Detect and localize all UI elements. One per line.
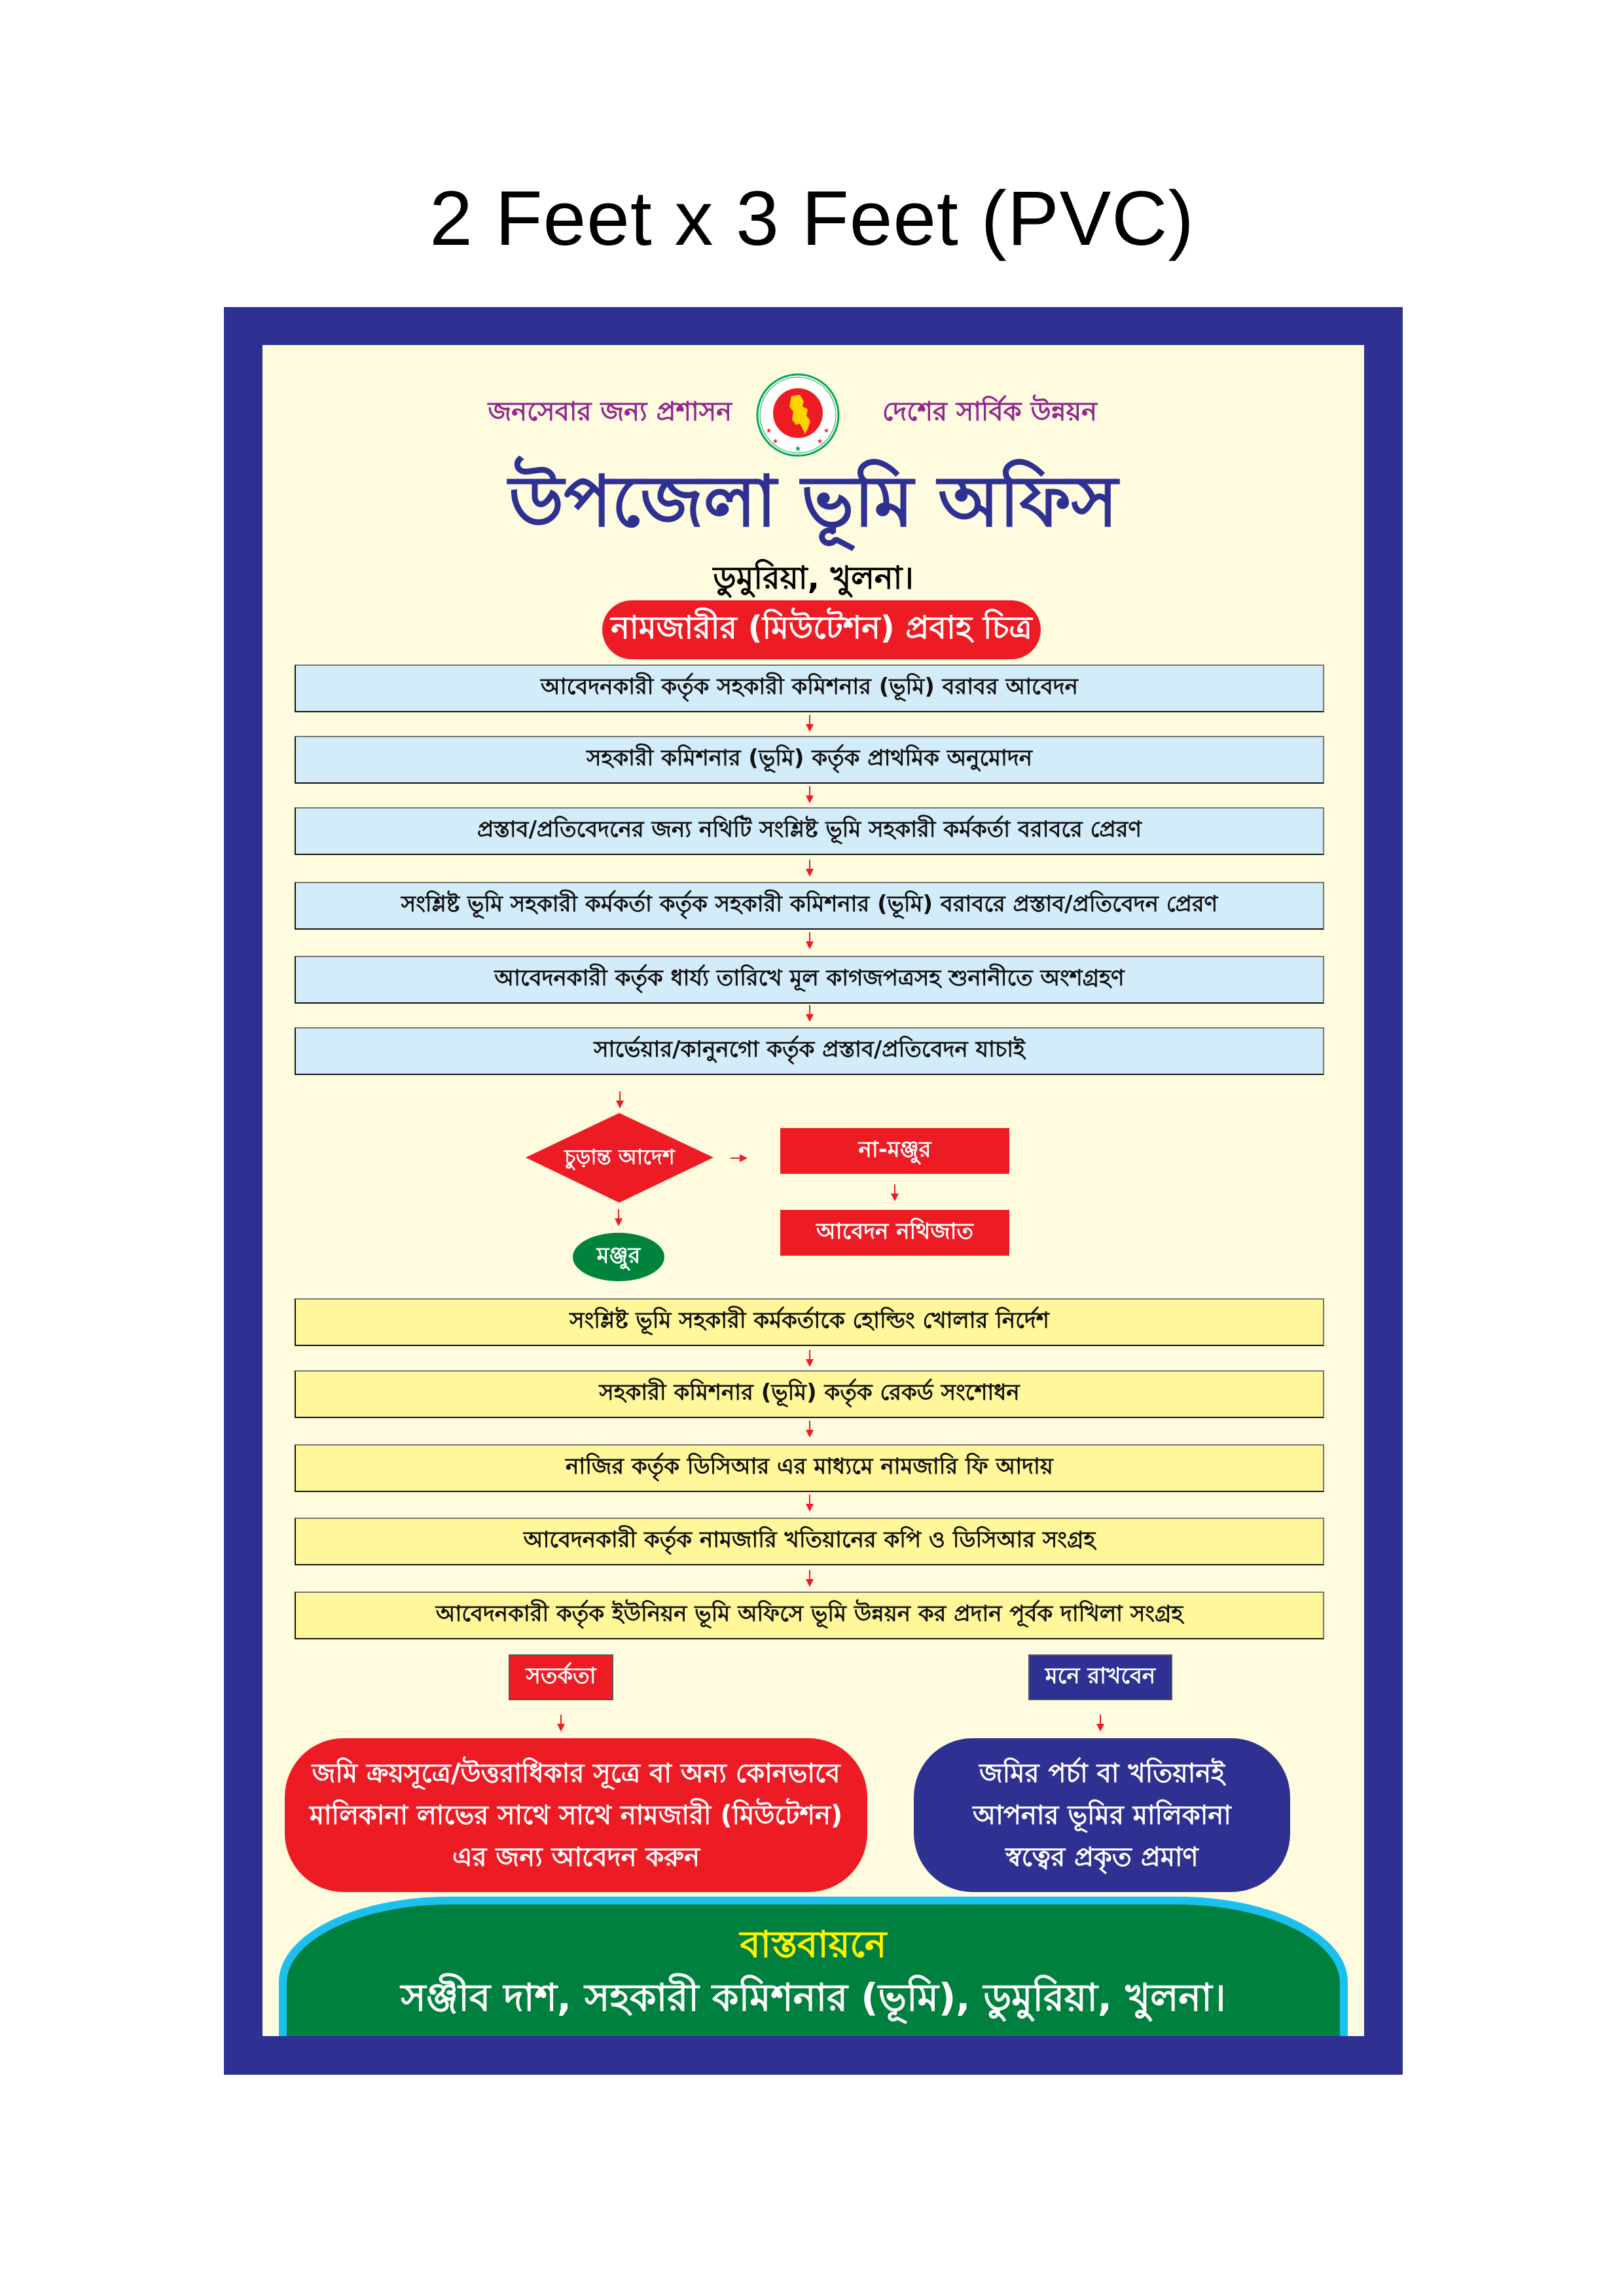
flow-step-text: প্রস্তাব/প্রতিবেদনের জন্য নথিটি সংশ্লিষ্ট ভূমি সহকারী কর্মকর্তা বরাবরে প্রেরণ xyxy=(477,816,1142,843)
flow-chart-title: নামজারীর (মিউটেশন) প্রবাহ চিত্র xyxy=(611,609,1032,646)
remember-label-text: মনে রাখবেন xyxy=(1045,1662,1156,1689)
down-arrow-icon xyxy=(803,1495,816,1512)
remember-line: স্বত্বের প্রকৃত প্রমাণ xyxy=(1005,1842,1199,1872)
caution-note xyxy=(285,1738,867,1892)
flow-step xyxy=(295,736,1324,784)
poster-frame xyxy=(224,307,1403,2075)
flow-step-text: নাজির কর্তৃক ডিসিআর এর মাধ্যমে নামজারি ফি আদায় xyxy=(566,1453,1053,1480)
poster-size-caption: 2 Feet x 3 Feet (PVC) xyxy=(429,175,1195,262)
flow-step-text: সার্ভেয়ার/কানুনগো কর্তৃক প্রস্তাব/প্রতিবেদন যাচাই xyxy=(594,1036,1025,1063)
flow-step-text: সংশ্লিষ্ট ভূমি সহকারী কর্মকর্তা কর্তৃক সহকারী কমিশনার (ভূমি) বরাবরে প্রস্তাব/প্রতিবেদন প্রেরণ xyxy=(401,891,1218,917)
flow-step xyxy=(295,882,1324,930)
poster-panel xyxy=(262,345,1364,2036)
flow-step xyxy=(295,1298,1324,1346)
down-arrow-icon xyxy=(1094,1715,1107,1732)
flow-step xyxy=(295,1518,1324,1565)
down-arrow-icon xyxy=(803,1350,816,1367)
flow-step-text: আবেদনকারী কর্তৃক নামজারি খতিয়ানের কপি ও ডিসিআর সংগ্রহ xyxy=(523,1527,1096,1553)
approved-text: মঞ্জুর xyxy=(596,1242,641,1269)
flow-step-text: সহকারী কমিশনার (ভূমি) কর্তৃক প্রাথমিক অনুমোদন xyxy=(586,745,1032,771)
bangladesh-government-seal-icon xyxy=(755,373,840,458)
flow-step xyxy=(295,1370,1324,1418)
flow-step-text: সহকারী কমিশনার (ভূমি) কর্তৃক রেকর্ড সংশোধন xyxy=(599,1379,1020,1406)
down-arrow-icon xyxy=(612,1209,625,1226)
rejected-text: না-মঞ্জুর xyxy=(858,1136,931,1163)
flow-step xyxy=(295,807,1324,855)
approved-badge xyxy=(573,1233,664,1281)
flow-step xyxy=(295,1592,1324,1639)
down-arrow-icon xyxy=(803,786,816,803)
remember-line: আপনার ভূমির মালিকানা xyxy=(973,1800,1231,1831)
flow-step xyxy=(295,956,1324,1004)
flow-step xyxy=(295,1027,1324,1075)
tagline-right: দেশের সার্বিক উন্নয়ন xyxy=(882,397,1097,427)
caution-line: এর জন্য আবেদন করুন xyxy=(452,1842,700,1872)
implemented-by-label: বাস্তবায়নে xyxy=(740,1923,887,1966)
flow-step xyxy=(295,1444,1324,1492)
right-arrow-icon xyxy=(731,1152,748,1165)
page-title: উপজেলা ভূমি অফিস xyxy=(509,461,1118,543)
svg-text:★: ★ xyxy=(794,444,802,453)
down-arrow-icon xyxy=(803,715,816,732)
flow-step-text: আবেদনকারী কর্তৃক সহকারী কমিশনার (ভূমি) বরাবর আবেদন xyxy=(541,674,1078,700)
down-arrow-icon xyxy=(803,932,816,949)
svg-text:★: ★ xyxy=(817,438,823,445)
down-arrow-icon xyxy=(888,1184,901,1201)
final-order-label xyxy=(526,1113,713,1203)
final-order-text: চুড়ান্ত আদেশ xyxy=(564,1144,675,1169)
svg-text:★: ★ xyxy=(766,428,772,435)
caution-label-text: সতর্কতা xyxy=(526,1662,596,1689)
tagline-left: জনসেবার জন্য প্রশাসন xyxy=(488,397,732,427)
location-subtitle: ডুমুরিয়া, খুলনা। xyxy=(713,560,914,596)
down-arrow-icon xyxy=(613,1091,626,1108)
caution-line: মালিকানা লাভের সাথে সাথে নামজারী (মিউটেশন) xyxy=(309,1800,843,1831)
remember-note xyxy=(914,1738,1290,1892)
caution-label xyxy=(509,1654,613,1700)
flow-step-text: আবেদনকারী কর্তৃক ধার্য্য তারিখে মূল কাগজপত্রসহ শুনানীতে অংশগ্রহণ xyxy=(494,965,1125,991)
down-arrow-icon xyxy=(803,1570,816,1587)
application-filed-box xyxy=(780,1210,1009,1256)
remember-line: জমির পর্চা বা খতিয়ানই xyxy=(979,1758,1225,1789)
implementer-name: সঞ্জীব দাশ, সহকারী কমিশনার (ভূমি), ডুমুরিয়া, খুলনা। xyxy=(401,1975,1226,2020)
flow-step-text: আবেদনকারী কর্তৃক ইউনিয়ন ভূমি অফিসে ভূমি উন্নয়ন কর প্রদান পূর্বক দাখিলা সংগ্রহ xyxy=(435,1601,1183,1627)
remember-label xyxy=(1028,1654,1172,1700)
flow-step-text: সংশ্লিষ্ট ভূমি সহকারী কর্মকর্তাকে হোল্ডিং খোলার নির্দেশ xyxy=(569,1307,1049,1334)
rejected-box xyxy=(780,1128,1009,1174)
down-arrow-icon xyxy=(803,1421,816,1438)
down-arrow-icon xyxy=(803,860,816,877)
flow-step xyxy=(295,665,1324,712)
application-filed-text: আবেদন নথিজাত xyxy=(816,1218,974,1245)
flow-chart-title-badge xyxy=(602,600,1041,659)
caution-line: জমি ক্রয়সূত্রে/উত্তরাধিকার সূত্রে বা অন্য কোনভাবে xyxy=(312,1758,840,1789)
svg-text:★: ★ xyxy=(772,438,778,445)
down-arrow-icon xyxy=(803,1005,816,1022)
svg-text:★: ★ xyxy=(823,428,829,435)
down-arrow-icon xyxy=(554,1715,568,1732)
